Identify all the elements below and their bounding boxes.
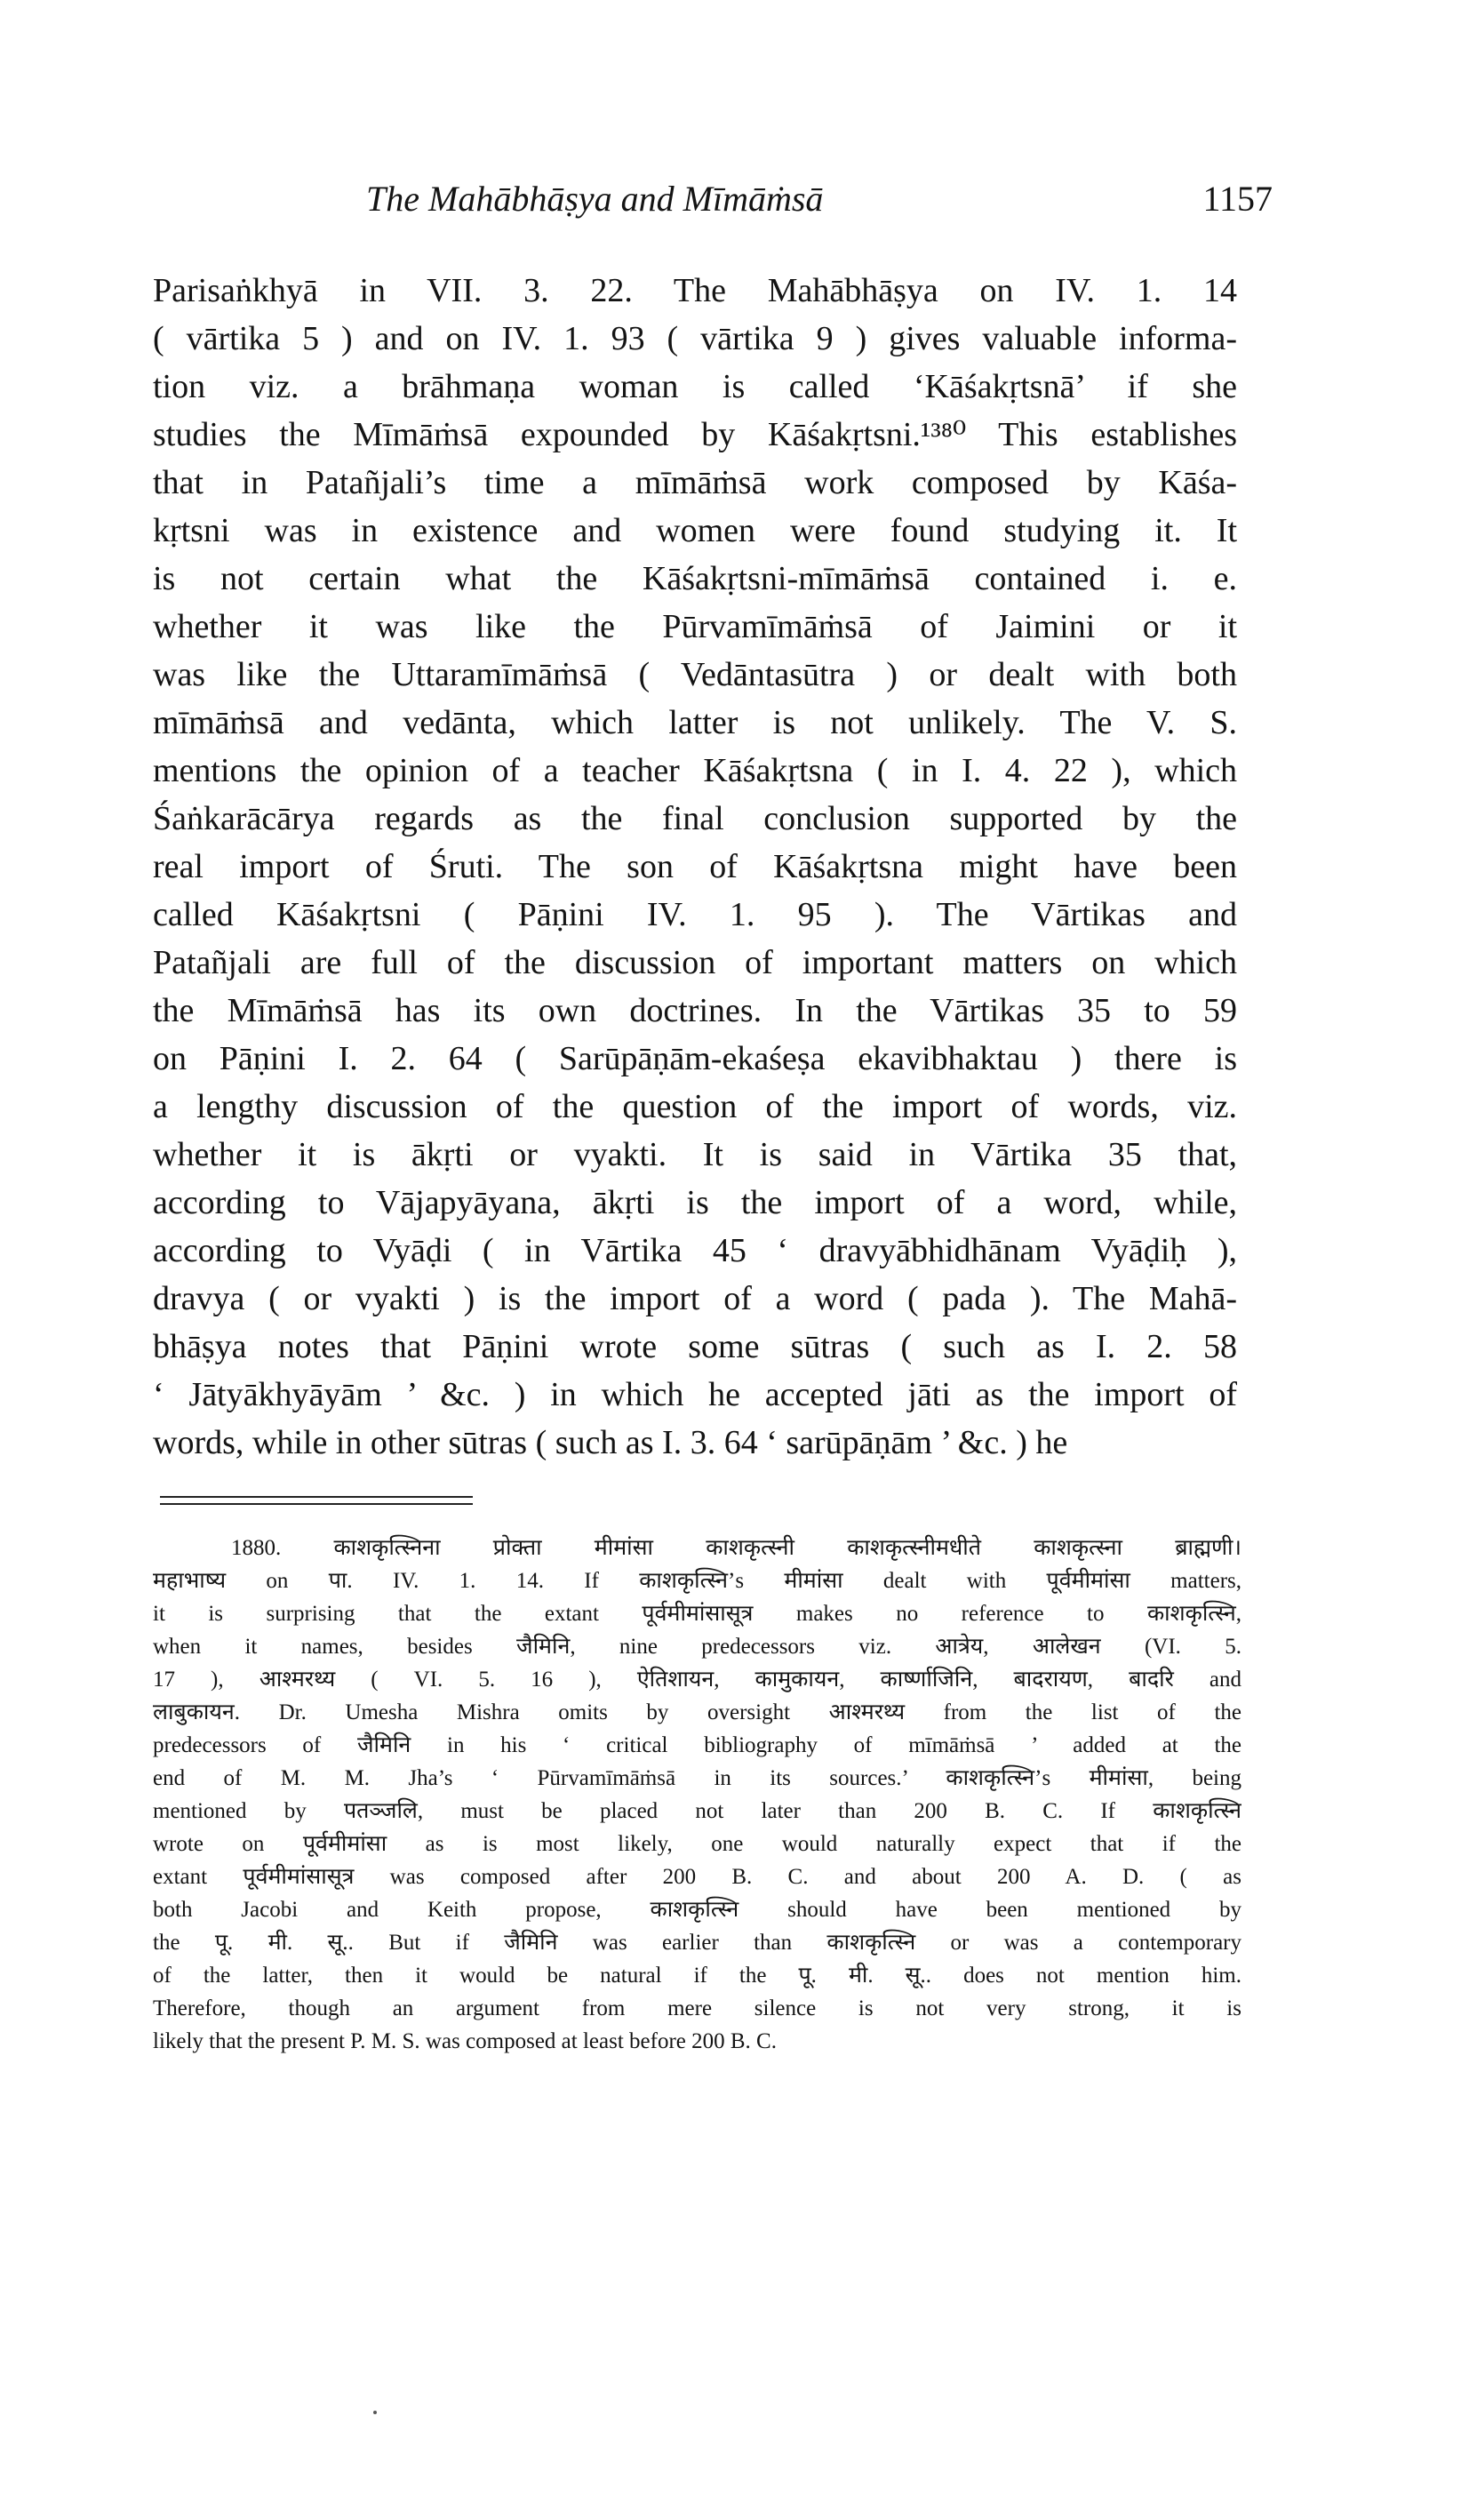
body-line: Parisaṅkhyā in VII. 3. 22. The Mahābhāṣya on IV. 1. 14 bbox=[153, 272, 1237, 309]
body-line: a lengthy discussion of the question of the import of words, viz. bbox=[153, 1088, 1237, 1125]
footnote-line: wrote on पूर्वमीमांसा as is most likely, one would naturally expect that if the bbox=[153, 1832, 1241, 1856]
footnote-line: predecessors of जैमिनि in his ‘ critical bibliography of mīmāṁsā ’ added at the bbox=[153, 1733, 1241, 1757]
body-line: on Pāṇini I. 2. 64 ( Sarūpāṇām-ekaśeṣa ekavibhaktau ) there is bbox=[153, 1040, 1237, 1077]
body-line: mīmāṁsā and vedānta, which latter is not unlikely. The V. S. bbox=[153, 704, 1237, 741]
body-line: ( vārtika 5 ) and on IV. 1. 93 ( vārtika 9 ) gives valuable informa- bbox=[153, 320, 1237, 357]
footnote-line: लाबुकायन. Dr. Umesha Mishra omits by oversight आश्मरथ्य from the list of the bbox=[153, 1700, 1241, 1724]
body-line: tion viz. a brāhmaṇa woman is called ‘Kāśakṛtsnā’ if she bbox=[153, 368, 1237, 405]
print-speck bbox=[373, 2411, 377, 2414]
body-line: bhāṣya notes that Pāṇini wrote some sūtras ( such as I. 2. 58 bbox=[153, 1328, 1237, 1365]
body-line: ‘ Jātyākhyāyām ’ &c. ) in which he accepted jāti as the import of bbox=[153, 1376, 1237, 1413]
running-title: The Mahābhāṣya and Mīmāṁsā bbox=[366, 179, 824, 219]
body-line: was like the Uttaramīmāṁsā ( Vedāntasūtra ) or dealt with both bbox=[153, 656, 1237, 693]
body-line: called Kāśakṛtsni ( Pāṇini IV. 1. 95 ). The Vārtikas and bbox=[153, 896, 1237, 933]
footnote-line: both Jacobi and Keith propose, काशकृत्स्नि should have been mentioned by bbox=[153, 1898, 1241, 1922]
footnote-line: 17 ), आश्मरथ्य ( VI. 5. 16 ), ऐतिशायन, कामुकायन, कार्ष्णाजिनि, बादरायण, बादरि and bbox=[153, 1668, 1241, 1692]
footnote-line: of the latter, then it would be natural if the पू. मी. सू.. does not mention him. bbox=[153, 1964, 1241, 1988]
footnote-line: 1880. काशकृत्स्निना प्रोक्ता मीमांसा काशकृत्स्नी काशकृत्स्नीमधीते काशकृत्स्ना ब्राह्मणी। bbox=[231, 1536, 1241, 1560]
body-line: is not certain what the Kāśakṛtsni-mīmāṁsā contained i. e. bbox=[153, 560, 1237, 597]
body-line: studies the Mīmāṁsā expounded by Kāśakṛtsni.¹³⁸⁰ This establishes bbox=[153, 416, 1237, 453]
page-number: 1157 bbox=[1202, 179, 1273, 219]
footnote-rule bbox=[160, 1503, 473, 1505]
body-line: kṛtsni was in existence and women were found studying it. It bbox=[153, 512, 1237, 549]
body-line: Patañjali are full of the discussion of important matters on which bbox=[153, 944, 1237, 981]
body-line: Śaṅkarācārya regards as the final conclusion supported by the bbox=[153, 800, 1237, 837]
footnote-line: when it names, besides जैमिनि, nine predecessors viz. आत्रेय, आलेखन (VI. 5. bbox=[153, 1635, 1241, 1659]
footnote-1880 bbox=[153, 1532, 1241, 2058]
body-line: according to Vājapyāyana, ākṛti is the import of a word, while, bbox=[153, 1184, 1237, 1221]
footnote-line: likely that the present P. M. S. was composed at least before 200 B. C. bbox=[153, 2029, 777, 2053]
body-line: whether it is ākṛti or vyakti. It is said in Vārtika 35 that, bbox=[153, 1136, 1237, 1173]
footnote-line: it is surprising that the extant पूर्वमीमांसासूत्र makes no reference to काशकृत्स्नि, bbox=[153, 1602, 1241, 1626]
body-line: dravya ( or vyakti ) is the import of a word ( pada ). The Mahā- bbox=[153, 1280, 1237, 1317]
footnote-line: the पू. मी. सू.. But if जैमिनि was earlier than काशकृत्स्नि or was a contemporary bbox=[153, 1931, 1241, 1955]
footnote-rule bbox=[160, 1496, 473, 1498]
body-line: the Mīmāṁsā has its own doctrines. In the Vārtikas 35 to 59 bbox=[153, 992, 1237, 1029]
body-line: words, while in other sūtras ( such as I. 3. 64 ‘ sarūpāṇām ’ &c. ) he bbox=[153, 1424, 1068, 1461]
body-line: according to Vyāḍi ( in Vārtika 45 ‘ dravyābhidhānam Vyāḍiḥ ), bbox=[153, 1232, 1237, 1269]
body-line: mentions the opinion of a teacher Kāśakṛtsna ( in I. 4. 22 ), which bbox=[153, 752, 1237, 789]
body-line: real import of Śruti. The son of Kāśakṛtsna might have been bbox=[153, 848, 1237, 885]
body-line: whether it was like the Pūrvamīmāṁsā of Jaimini or it bbox=[153, 608, 1237, 645]
footnote-line: महाभाष्य on पा. IV. 1. 14. If काशकृत्स्नि’s मीमांसा dealt with पूर्वमीमांसा matters, bbox=[153, 1569, 1241, 1593]
body-line: that in Patañjali’s time a mīmāṁsā work composed by Kāśa- bbox=[153, 464, 1237, 501]
body-text bbox=[153, 267, 1237, 1467]
footnote-line: extant पूर्वमीमांसासूत्र was composed after 200 B. C. and about 200 A. D. ( as bbox=[153, 1865, 1241, 1889]
footnote-line: end of M. M. Jha’s ‘ Pūrvamīmāṁsā in its sources.’ काशकृत्स्नि’s मीमांसा, being bbox=[153, 1766, 1241, 1790]
footnote-line: mentioned by पतञ्जलि, must be placed not later than 200 B. C. If काशकृत्स्नि bbox=[153, 1799, 1241, 1823]
footnote-line: Therefore, though an argument from mere silence is not very strong, it is bbox=[153, 1996, 1241, 2020]
running-head bbox=[153, 176, 1299, 222]
